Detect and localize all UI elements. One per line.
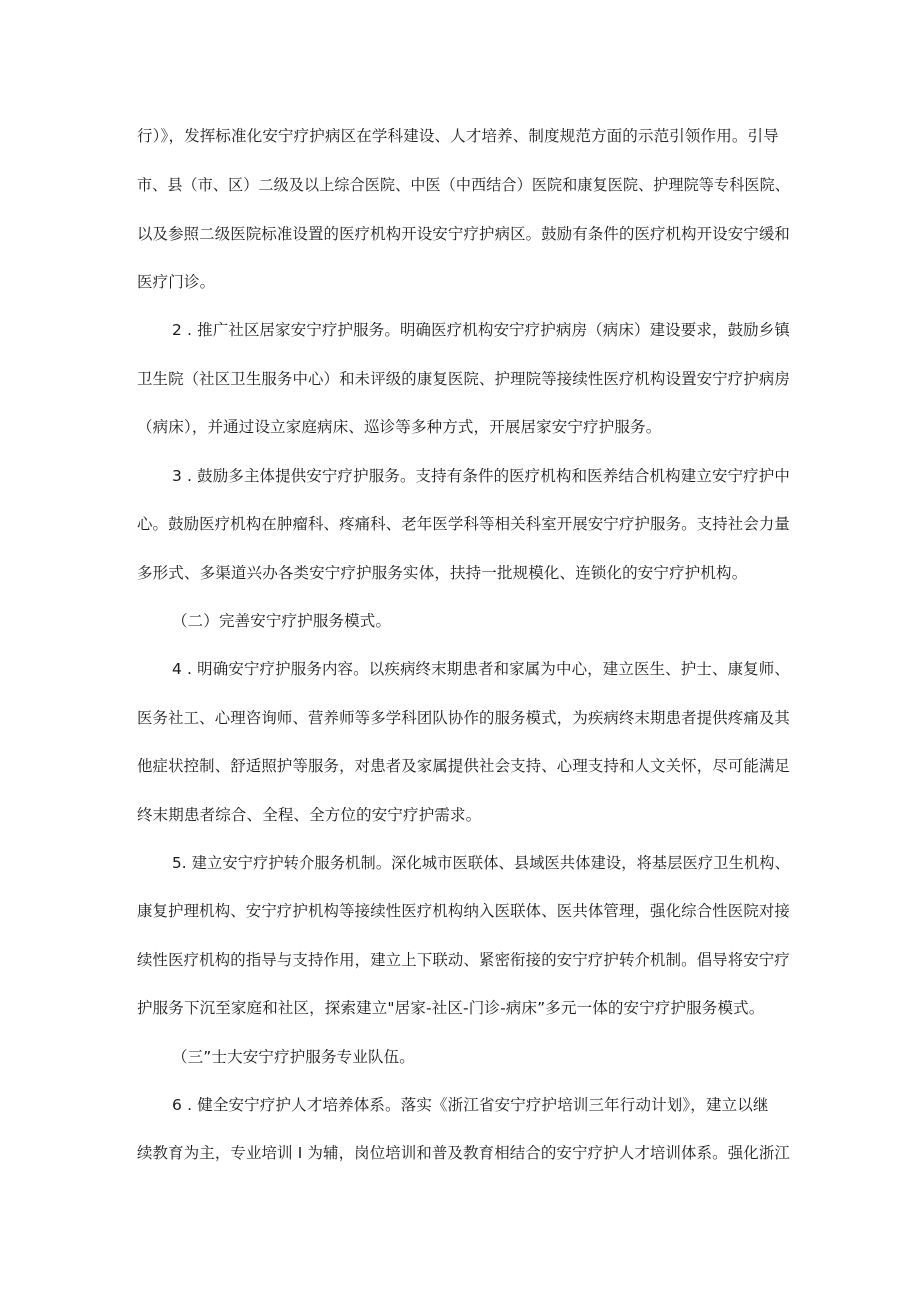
- line-text: 3 . 鼓励多主体提供安宁疗护服务。支持有条件的医疗机构和医养结合机构建立安宁疗护中: [171, 467, 790, 485]
- text-line: [0, 805, 920, 825]
- text-line: [0, 417, 920, 437]
- text-line: [0, 563, 920, 583]
- text-line: [0, 708, 920, 728]
- section-heading: [0, 611, 920, 631]
- text-line: [0, 950, 920, 970]
- line-text: 医务社工、心理咨询师、营养师等多学科团队协作的服务模式，为疾病终末期患者提供疼痛及其: [136, 709, 790, 727]
- line-text: 康复护理机构、安宁疗护机构等接续性医疗机构纳入医联体、医共体管理，强化综合性医院对接: [136, 902, 790, 920]
- line-text: 2 . 推广社区居家安宁疗护服务。明确医疗机构安宁疗护病房（病床）建设要求，鼓励乡镇: [171, 321, 790, 339]
- text-line: [0, 514, 920, 534]
- line-text: 他症状控制、舒适照护等服务，对患者及家属提供社会支持、心理支持和人文关怀，尽可能满足: [136, 757, 790, 775]
- line-text: 卫生院（社区卫生服务中心）和未评级的康复医院、护理院等接续性医疗机构设置安宁疗护病房: [136, 370, 790, 388]
- text-line: [0, 466, 920, 486]
- text-line: [0, 901, 920, 921]
- line-text: （三”士大安宁疗护服务专业队伍。: [172, 1048, 415, 1066]
- line-text: 终末期患者综合、全程、全方位的安宁疗护需求。: [137, 806, 482, 824]
- line-text: （二）完善安宁疗护服务模式。: [172, 612, 392, 630]
- text-line: [0, 756, 920, 776]
- line-text: 护服务下沉至家庭和社区，探索建立"居家-社区-门诊-病床”多元一体的安宁疗护服务模式。: [137, 999, 765, 1017]
- line-text: 4 . 明确安宁疗护服务内容。以疾病终末期患者和家属为中心，建立医生、护士、康复师、: [171, 660, 790, 678]
- text-line: [0, 320, 920, 340]
- text-line: [0, 126, 920, 146]
- text-line: [0, 1143, 920, 1163]
- line-text: 续教育为主，专业培训 I 为辅，岗位培训和普及教育相结合的安宁疗护人才培训体系。强化浙江: [136, 1144, 790, 1162]
- line-text: 6 . 健全安宁疗护人才培养体系。落实《浙江省安宁疗护培训三年行动计划》，建立以继: [172, 1096, 769, 1114]
- section-heading: [0, 1047, 920, 1067]
- line-text: 医疗门诊。: [137, 273, 216, 291]
- line-text: 多形式、多渠道兴办各类安宁疗护服务实体，扶持一批规模化、连锁化的安宁疗护机构。: [137, 564, 748, 582]
- line-text: 5. 建立安宁疗护转介服务机制。深化城市医联体、县域医共体建设，将基层医疗卫生机构、: [171, 854, 790, 872]
- text-line: [0, 1095, 920, 1115]
- text-line: [0, 853, 920, 873]
- text-line: [0, 224, 920, 244]
- text-line: [0, 659, 920, 679]
- line-text: 心。鼓励医疗机构在肿瘤科、疼痛科、老年医学科等相关科室开展安宁疗护服务。支持社会力量: [136, 515, 790, 533]
- line-text: （病床），并通过设立家庭病床、巡诊等多种方式，开展居家安宁疗护服务。: [137, 418, 662, 436]
- line-text: 行）》，发挥标准化安宁疗护病区在学科建设、人才培养、制度规范方面的示范引领作用。引导: [137, 127, 779, 145]
- text-line: [0, 369, 920, 389]
- line-text: 市、县（市、区）二级及以上综合医院、中医（中西结合）医院和康复医院、护理院等专科医院、: [136, 176, 790, 194]
- line-text: 以及参照二级医院标准设置的医疗机构开设安宁疗护病区。鼓励有条件的医疗机构开设安宁缓和: [136, 225, 790, 243]
- line-text: 续性医疗机构的指导与支持作用，建立上下联动、紧密衔接的安宁疗护转介机制。倡导将安宁疗: [136, 951, 790, 969]
- text-line: [0, 272, 920, 292]
- text-line: [0, 175, 920, 195]
- text-line: [0, 998, 920, 1018]
